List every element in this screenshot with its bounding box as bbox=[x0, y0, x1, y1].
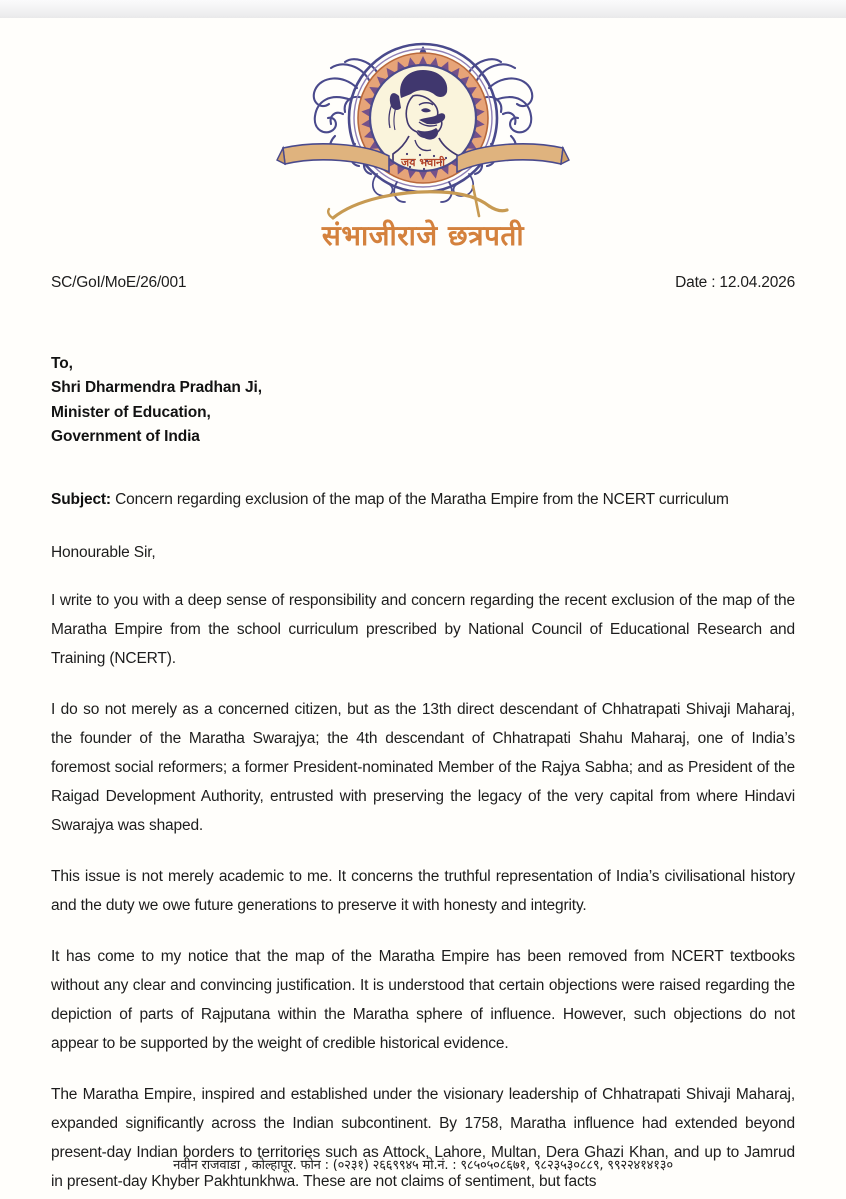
addressee-block bbox=[51, 352, 795, 450]
letter-page bbox=[0, 18, 846, 1199]
letterhead bbox=[0, 18, 846, 252]
subject-label: Subject: bbox=[51, 490, 111, 508]
addressee-line-2: Shri Dharmendra Pradhan Ji, bbox=[51, 379, 262, 397]
reference-row bbox=[51, 274, 795, 292]
addressee-line-3: Minister of Education, bbox=[51, 403, 211, 421]
addressee-line-4: Government of India bbox=[51, 428, 200, 446]
letter-body bbox=[51, 509, 795, 1196]
body-paragraph-3: This issue is not merely academic to me. It concerns the truthful representation of India’s civilisational history and the duty we owe future generations to preserve it with honesty and integrity. bbox=[51, 867, 795, 914]
addressee-line-1: To, bbox=[51, 354, 73, 372]
emblem-motto-text: जय भवानी bbox=[400, 156, 446, 169]
browser-top-strip bbox=[0, 0, 846, 18]
subject-text: Concern regarding exclusion of the map of the Maratha Empire from the NCERT curriculum bbox=[115, 490, 729, 508]
salutation: Honourable Sir, bbox=[51, 543, 156, 561]
organisation-name: संभाजीराजे छत्रपती bbox=[321, 219, 525, 252]
body-paragraph-1: I write to you with a deep sense of responsibility and concern regarding the recent exclusion of the map of the Maratha Empire from the school curriculum prescribed by National Council of Educational Research and Training (NCERT). bbox=[51, 591, 795, 667]
reference-number: SC/GoI/MoE/26/001 bbox=[51, 273, 187, 291]
body-paragraph-4: It has come to my notice that the map of the Maratha Empire has been removed from NCERT textbooks without any clear and convincing justification. It is understood that certain objections were raised regarding the depiction of parts of Rajputana within the Maratha sphere of influence. However, such objections do not appear to be supported by the weight of credible historical evidence. bbox=[51, 947, 795, 1052]
body-paragraph-2: I do so not merely as a concerned citizen, but as the 13th direct descendant of Chhatrapati Shivaji Maharaj, the founder of the Maratha Swarajya; the 4th descendant of Chhatrapati Shahu Maharaj, one of India’s foremost social reformers; a former President-nominated Member of the Rajya Sabha; and as President of the Raigad Development Authority, entrusted with preserving the legacy of the very capital from where Hindavi Swarajya was shaped. bbox=[51, 700, 795, 834]
royal-emblem-icon bbox=[273, 40, 573, 225]
body-paragraph-5: The Maratha Empire, inspired and established under the visionary leadership of Chhatrapati Shivaji Maharaj, expanded significantly across the Indian subcontinent. By 1758, Maratha influence had extended beyond present-day Indian borders to territories such as Attock, Lahore, Multan, Dera Ghazi Khan, and up to Jamrud in present-day Khyber Pakhtunkhwa. These are not claims of sentiment, but facts bbox=[51, 1085, 795, 1190]
subject-line bbox=[51, 491, 795, 509]
sword-icon bbox=[328, 186, 507, 218]
letter-date: Date : 12.04.2026 bbox=[675, 273, 795, 291]
footer-address: नवीन राजवाडा , कोल्हापूर. फोन : (०२३१) २६६९९४५ मो.नं. : ९८५०५०८६७१, ९८२३५३०८८९, ९९२२४१४१३० bbox=[173, 1158, 673, 1173]
